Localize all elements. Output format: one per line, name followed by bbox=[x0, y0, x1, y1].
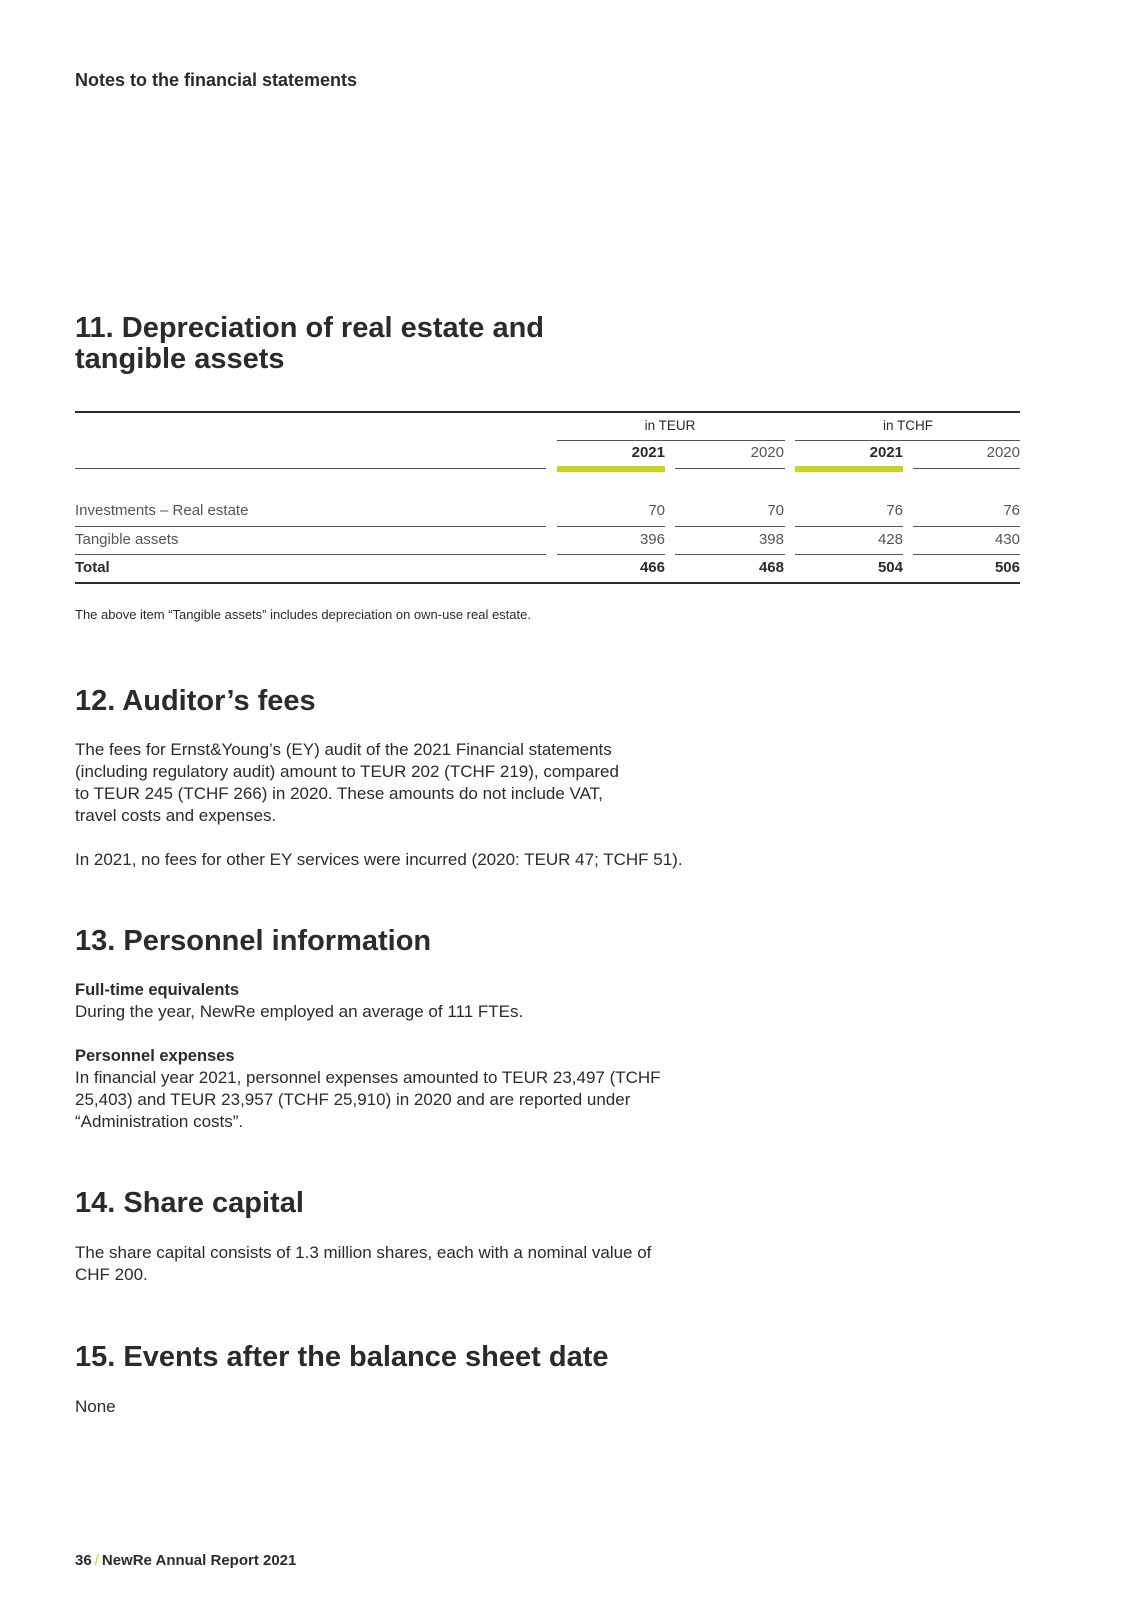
row-rule-2-c2 bbox=[675, 554, 785, 555]
personnel-expenses-line: 25,403) and TEUR 23,957 (TCHF 25,910) in 2020 and are reported under bbox=[75, 1090, 631, 1109]
personnel-expenses-line: In financial year 2021, personnel expenses amounted to TEUR 23,497 (TCHF bbox=[75, 1068, 661, 1087]
row-label-tangible-assets: Tangible assets bbox=[75, 531, 179, 548]
cell-total-tchf-2021: 504 bbox=[877, 559, 903, 576]
header-rule-teur-2020 bbox=[675, 468, 785, 469]
page-footer bbox=[75, 1552, 296, 1569]
table-bottom-rule bbox=[75, 582, 1020, 584]
group-rule-teur bbox=[557, 440, 785, 441]
table-top-rule bbox=[75, 411, 1020, 413]
fte-paragraph: During the year, NewRe employed an average of 111 FTEs. bbox=[75, 1002, 524, 1021]
header-rule-label bbox=[75, 468, 546, 469]
group-rule-tchf bbox=[795, 440, 1020, 441]
share-capital-line: The share capital consists of 1.3 million shares, each with a nominal value of bbox=[75, 1243, 652, 1262]
cell-real-estate-teur-2020: 70 bbox=[767, 502, 784, 519]
other-services-paragraph: In 2021, no fees for other EY services were incurred (2020: TEUR 47; TCHF 51). bbox=[75, 850, 683, 869]
col-header-teur-2020: 2020 bbox=[750, 444, 784, 461]
row-rule-1-c4 bbox=[913, 526, 1020, 527]
share-capital-paragraph bbox=[75, 1242, 775, 1286]
share-capital-text bbox=[75, 1242, 775, 1286]
cell-tangible-tchf-2020: 430 bbox=[994, 531, 1020, 548]
row-label-real-estate: Investments – Real estate bbox=[75, 502, 249, 519]
depreciation-table bbox=[75, 411, 1020, 586]
group-header-tchf: in TCHF bbox=[882, 418, 933, 433]
section-15-title: 15. Events after the balance sheet date bbox=[75, 1341, 609, 1373]
cell-total-teur-2020: 468 bbox=[758, 559, 784, 576]
row-rule-2 bbox=[75, 554, 546, 555]
col-header-tchf-2020: 2020 bbox=[986, 444, 1020, 461]
cell-tangible-teur-2020: 398 bbox=[758, 531, 784, 548]
cell-total-tchf-2020: 506 bbox=[994, 559, 1020, 576]
section-11-title-line1: 11. Depreciation of real estate and bbox=[75, 312, 545, 344]
cell-real-estate-teur-2021: 70 bbox=[648, 502, 665, 519]
auditor-fees-line: to TEUR 245 (TCHF 266) in 2020. These amounts do not include VAT, bbox=[75, 784, 603, 803]
row-label-total: Total bbox=[75, 559, 110, 576]
row-rule-2-c1 bbox=[557, 554, 665, 555]
cell-tangible-tchf-2021: 428 bbox=[877, 531, 903, 548]
col-header-teur-2021: 2021 bbox=[631, 444, 665, 461]
section-12-title: 12. Auditor’s fees bbox=[75, 685, 316, 717]
row-rule-1-c1 bbox=[557, 526, 665, 527]
cell-total-teur-2021: 466 bbox=[639, 559, 665, 576]
footer-separator: / bbox=[94, 1552, 99, 1569]
auditor-fees-line: The fees for Ernst&Young’s (EY) audit of the 2021 Financial statements bbox=[75, 740, 612, 759]
personnel-expenses-heading: Personnel expenses bbox=[75, 1047, 235, 1065]
row-rule-1 bbox=[75, 526, 546, 527]
cell-tangible-teur-2021: 396 bbox=[639, 531, 665, 548]
share-capital-line: CHF 200. bbox=[75, 1265, 148, 1284]
report-title: NewRe Annual Report 2021 bbox=[101, 1552, 297, 1569]
fte-heading: Full-time equivalents bbox=[75, 981, 240, 999]
personnel-expenses-paragraph bbox=[75, 1067, 775, 1133]
header-rule-tchf-2020 bbox=[913, 468, 1020, 469]
page-number: 36 bbox=[75, 1552, 92, 1569]
running-title: Notes to the financial statements bbox=[75, 70, 358, 90]
section-11-title bbox=[75, 313, 544, 375]
row-rule-1-c3 bbox=[795, 526, 903, 527]
row-rule-1-c2 bbox=[675, 526, 785, 527]
row-rule-2-c4 bbox=[913, 554, 1020, 555]
group-header-teur: in TEUR bbox=[644, 418, 696, 433]
auditor-fees-text bbox=[75, 739, 775, 871]
events-paragraph: None bbox=[75, 1397, 116, 1416]
section-13-title: 13. Personnel information bbox=[75, 925, 432, 957]
accent-bar-teur-2021 bbox=[557, 466, 665, 472]
auditor-fees-line: (including regulatory audit) amount to TEUR 202 (TCHF 219), compared bbox=[75, 762, 619, 781]
personnel-info-text bbox=[75, 979, 775, 1133]
row-rule-2-c3 bbox=[795, 554, 903, 555]
section-14-title: 14. Share capital bbox=[75, 1187, 304, 1219]
accent-bar-tchf-2021 bbox=[795, 466, 903, 472]
cell-real-estate-tchf-2020: 76 bbox=[1003, 502, 1020, 519]
col-header-tchf-2021: 2021 bbox=[869, 444, 903, 461]
table-footnote: The above item “Tangible assets” includes depreciation on own-use real estate. bbox=[75, 607, 531, 622]
cell-real-estate-tchf-2021: 76 bbox=[886, 502, 903, 519]
auditor-fees-paragraph bbox=[75, 739, 775, 827]
auditor-fees-line: travel costs and expenses. bbox=[75, 806, 277, 825]
personnel-expenses-line: “Administration costs”. bbox=[75, 1112, 244, 1131]
section-11-title-line2: tangible assets bbox=[75, 343, 285, 375]
